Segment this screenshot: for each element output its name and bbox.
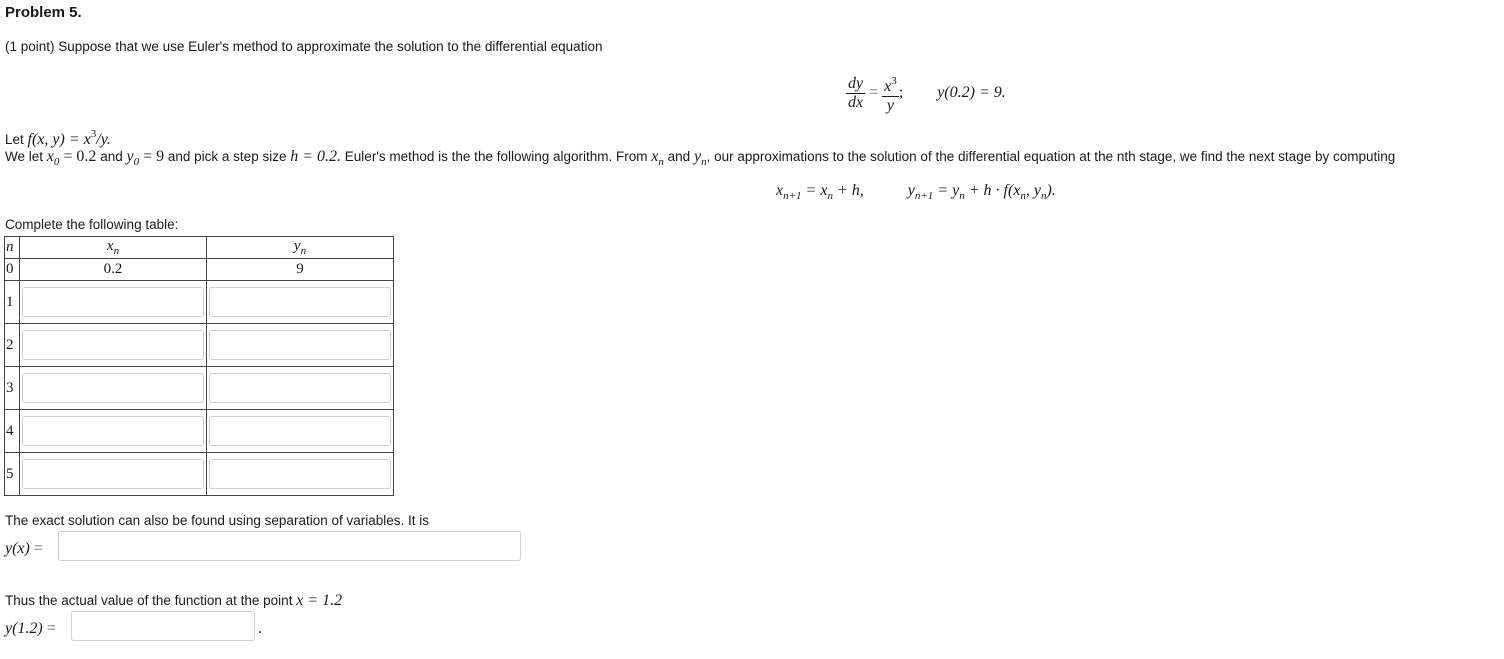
y5-input[interactable] xyxy=(209,459,391,489)
exponent: 3 xyxy=(891,75,897,87)
x5-input[interactable] xyxy=(22,459,204,489)
semicolon: ; xyxy=(898,84,904,102)
x1-input[interactable] xyxy=(22,287,204,317)
actual-value-input[interactable] xyxy=(71,611,255,641)
initial-condition: y(0.2) = 9. xyxy=(937,84,1006,102)
table-header-row xyxy=(5,237,394,259)
x-update: $x_{n+1} = x_n + h$, xyxy=(776,182,864,202)
table-row xyxy=(5,259,394,281)
y12-label: y(1.2) = xyxy=(5,620,56,637)
header-xn: $x_n$ xyxy=(20,237,207,259)
table-row xyxy=(5,367,394,410)
table-row xyxy=(5,281,394,324)
problem-title: Problem 5. xyxy=(5,4,82,21)
f-formula: f(x, $y) = x^3/y$. xyxy=(27,128,111,148)
row-n: 3 xyxy=(5,367,20,410)
row-n: 0 xyxy=(5,259,20,281)
problem-intro: (1 point) Suppose that we use Euler's method to approximate the solution to the differential equation xyxy=(5,39,603,54)
exact-solution-input[interactable] xyxy=(58,531,521,561)
dx-denominator: dx xyxy=(848,94,864,111)
table-row xyxy=(5,453,394,496)
table-row xyxy=(5,410,394,453)
row-n: 4 xyxy=(5,410,20,453)
table-row xyxy=(5,324,394,367)
x4-input[interactable] xyxy=(22,416,204,446)
actual-value-text: Thus the actual value of the function at the point x = 1.2 xyxy=(5,592,343,609)
x-numerator: x xyxy=(884,78,892,95)
y4-input[interactable] xyxy=(209,416,391,446)
x3-input[interactable] xyxy=(22,373,204,403)
dy-numerator: dy xyxy=(848,75,864,92)
row-x-value: 0.2 xyxy=(20,259,207,281)
trailing-period: . xyxy=(258,620,262,637)
header-yn: $y_n$ xyxy=(207,237,394,259)
let-word: Let xyxy=(5,132,24,147)
equals-sign: = xyxy=(869,84,879,102)
y3-input[interactable] xyxy=(209,373,391,403)
row-n: 5 xyxy=(5,453,20,496)
differential-equation xyxy=(846,72,1006,115)
exact-solution-text: The exact solution can also be found using separation of variables. It is xyxy=(5,513,430,528)
y2-input[interactable] xyxy=(209,330,391,360)
row-n: 2 xyxy=(5,324,20,367)
f-definition xyxy=(5,128,111,149)
algorithm-description: We let $x_0 = 0.2$ and $y_0 = 9$ and pick a step size h = 0.2. Euler's method is the the following algorithm. From $x_n$ and $y_n$, our approximations to the solution of the differential equation at the nth stage, we find the next stage by computing xyxy=(5,148,1396,168)
dydx-fraction xyxy=(846,75,865,112)
yx-label: y(x) = xyxy=(5,540,43,557)
y-denominator: y xyxy=(886,97,894,114)
x2-input[interactable] xyxy=(22,330,204,360)
euler-update-equations xyxy=(776,182,1056,202)
euler-table xyxy=(4,236,394,496)
x3y-fraction xyxy=(882,72,899,115)
y-update: $y_{n+1} = y_n + h \cdot f(x_n$, $y_n$). xyxy=(907,182,1056,202)
header-n: n xyxy=(5,237,20,259)
y1-input[interactable] xyxy=(209,287,391,317)
row-y-value: 9 xyxy=(207,259,394,281)
table-prompt: Complete the following table: xyxy=(5,217,179,232)
row-n: 1 xyxy=(5,281,20,324)
